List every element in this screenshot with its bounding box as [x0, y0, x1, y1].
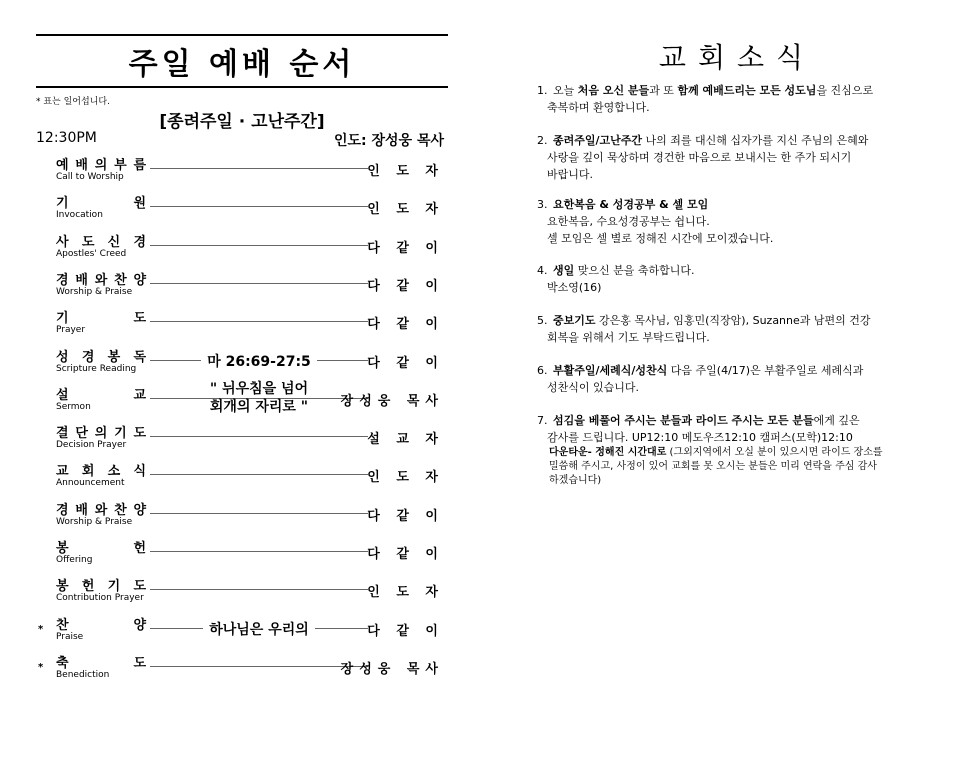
worship-item	[36, 458, 448, 492]
church-news	[537, 34, 937, 486]
item-english-name: Benediction	[56, 669, 110, 680]
title-box	[36, 34, 448, 88]
leader-line	[150, 206, 368, 207]
item-english-name: Decision Prayer	[56, 440, 127, 451]
item-leader: 다 같 이	[367, 508, 444, 524]
item-english-name: Invocation	[56, 210, 103, 221]
item-name: 설 교	[56, 387, 146, 403]
item-detail: 하나님은 우리의	[150, 619, 368, 639]
news-title: 교회소식	[658, 41, 816, 74]
item-name: 사 도 신 경	[56, 234, 146, 250]
item-name: 봉 헌 기 도	[56, 579, 146, 595]
item-english-name: Sermon	[56, 401, 91, 412]
leader-line	[150, 513, 368, 514]
item-name: 예 배 의 부 름	[56, 158, 146, 173]
worship-item	[36, 535, 448, 569]
service-leader: 인도: 장성웅 목사	[333, 133, 444, 149]
worship-item	[36, 573, 448, 607]
worship-item	[36, 497, 448, 531]
worship-item	[36, 344, 448, 378]
worship-item	[36, 267, 448, 301]
item-english-name: Worship & Praise	[56, 286, 133, 297]
sermon-title: " 뉘우침을 넘어 회개의 자리로 "	[150, 380, 368, 416]
item-name: 결 단 의 기 도	[56, 426, 146, 442]
item-english-name: Contribution Prayer	[56, 593, 144, 604]
news-item-5: 5. 중보기도 강은홍 목사님, 임홍민(직장암), Suzanne과 남편의 건강 회복을 위해서 기도 부탁드립니다.	[537, 314, 871, 344]
item-leader: 다 같 이	[367, 317, 444, 333]
item-english-name: Scripture Reading	[56, 363, 137, 374]
news-item-3: 3. 요한복음 & 성경공부 & 셀 모임 요한복음, 수요성경공부는 쉽니다. 셀 모임은 셀 별로 정해진 시간에 모이겠습니다.	[537, 198, 774, 245]
item-name: 봉 헌	[56, 541, 146, 556]
leader-line	[150, 589, 368, 590]
stand-marker: *	[38, 623, 44, 635]
special-day-label: [종려주일 · 고난주간]	[159, 112, 325, 132]
item-name: 성 경 봉 독	[56, 349, 146, 365]
leader-line	[150, 474, 368, 475]
item-english-name: Call to Worship	[56, 172, 124, 182]
item-leader: 다 같 이	[367, 547, 444, 562]
item-name: 교 회 소 식	[56, 464, 146, 480]
item-leader: 설 교 자	[367, 432, 444, 448]
news-item-6: 6. 부활주일/세례식/성찬식 다음 주일(4/17)은 부활주일로 세례식과 성찬식이 있습니다.	[537, 364, 864, 394]
item-english-name: Announcement	[56, 478, 125, 489]
item-leader: 다 같 이	[367, 355, 444, 371]
leader-line	[150, 666, 368, 667]
worship-item	[36, 190, 448, 224]
item-leader: 인 도 자	[367, 164, 444, 179]
leader-line	[150, 321, 368, 322]
item-english-name: Praise	[56, 631, 84, 642]
leader-line	[150, 245, 368, 246]
news-item-2: 2. 종려주일/고난주간 나의 죄를 대신해 십자가를 지신 주님의 은혜와 사랑을 깊이 묵상하며 경건한 마음으로 보내시는 한 주가 되시기 바랍니다.	[537, 134, 869, 181]
item-english-name: Apostles' Creed	[56, 248, 127, 259]
page-title: 주일 예배 순서	[128, 47, 356, 82]
item-name: 경 배 와 찬 양	[56, 272, 146, 288]
news-item-4: 4. 생일 맞으신 분을 축하합니다. 박소영(16)	[537, 264, 695, 294]
worship-item	[36, 229, 448, 263]
item-detail: 마 26:69-27:5	[150, 351, 368, 371]
worship-item	[36, 612, 448, 646]
worship-item	[36, 305, 448, 339]
leader-line	[150, 551, 368, 552]
item-leader: 인 도 자	[367, 585, 444, 601]
worship-item	[36, 152, 448, 186]
stand-marker: *	[38, 661, 44, 673]
leader-line	[150, 283, 368, 284]
item-name: 기 도	[56, 311, 146, 327]
worship-item	[36, 382, 448, 416]
item-english-name: Worship & Praise	[56, 516, 133, 527]
item-english-name: Prayer	[56, 325, 86, 336]
item-name: 축 도	[56, 655, 146, 671]
item-name: 경 배 와 찬 양	[56, 502, 146, 518]
item-english-name: Offering	[56, 555, 93, 565]
standing-note: * 표는 일어섭니다.	[36, 97, 110, 107]
item-leader: 다 같 이	[367, 278, 444, 294]
worship-item	[36, 420, 448, 454]
item-leader: 장성웅 목사	[340, 393, 444, 409]
item-leader: 다 같 이	[367, 623, 444, 639]
item-leader: 인 도 자	[367, 202, 444, 218]
leader-line	[150, 168, 368, 169]
news-item-1: 1. 오늘 처음 오신 분들과 또 함께 예배드리는 모든 성도님을 진심으로 축복하며 환영합니다.	[537, 84, 874, 114]
item-name: 찬 양	[56, 617, 146, 633]
item-name: 기 원	[56, 196, 146, 212]
order-of-worship	[36, 34, 448, 680]
worship-item	[36, 650, 448, 684]
item-leader: 다 같 이	[367, 240, 444, 256]
item-leader: 인 도 자	[367, 470, 444, 486]
service-time: 12:30PM	[36, 130, 97, 146]
leader-line	[150, 436, 368, 437]
news-item-7: 7. 섬김을 베풀어 주시는 분들과 라이드 주시는 모든 분들에게 깊은 감사를 드립니다. UP12:10 메도우즈12:10 캠퍼스(모학)12:10 다운타운- 정해진 시간대로 (그외지역에서 오실 분이 있으시면 라이드 장소를 밀씀해 주시고, 사정이 있어 교회를 못 오시는 분들은 미리 연락을 주심 감사 하겠습니다)	[537, 414, 883, 486]
item-leader: 장성웅 목사	[340, 661, 444, 677]
